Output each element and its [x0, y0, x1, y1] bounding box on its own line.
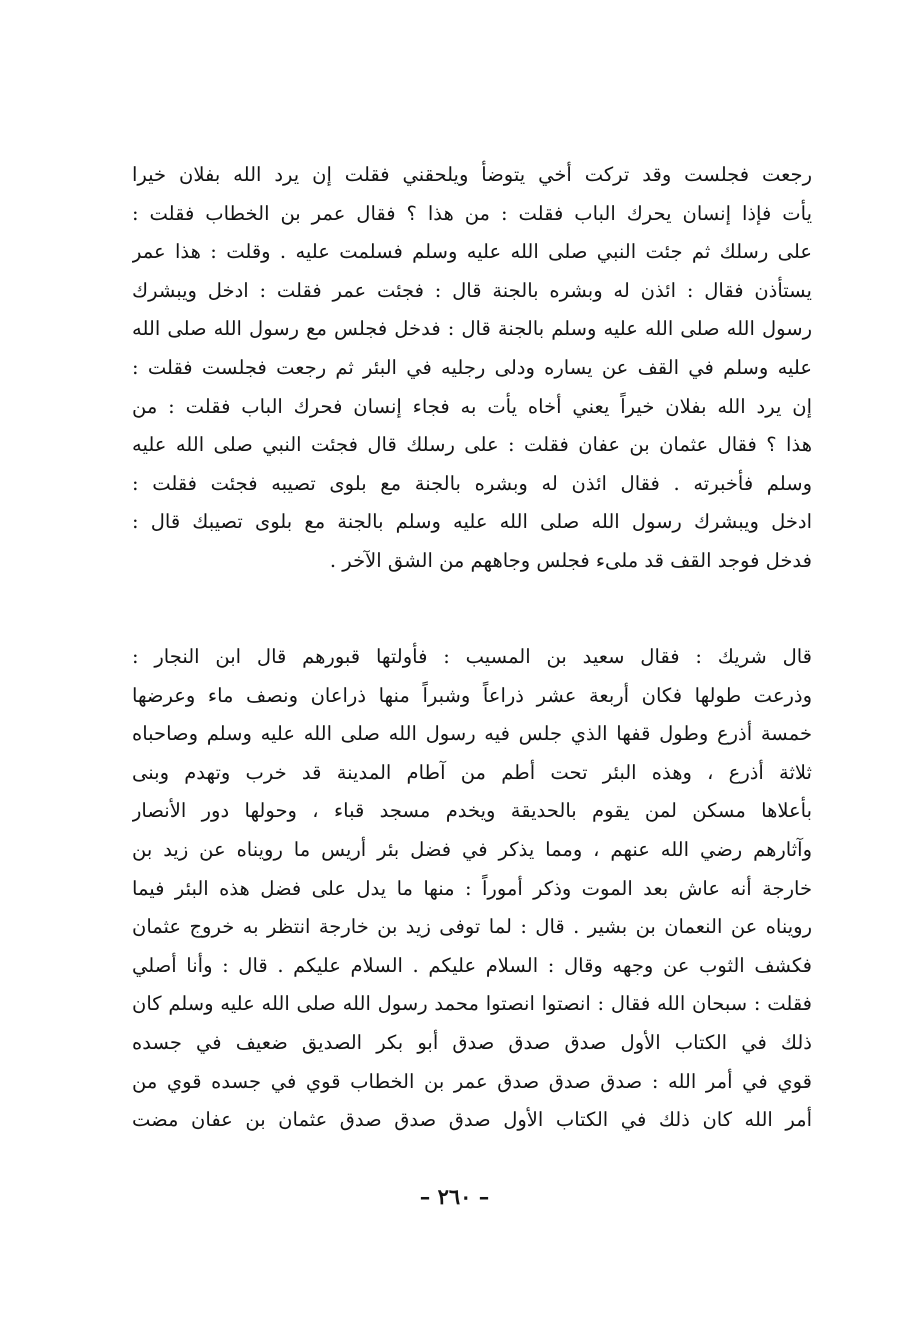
- text-line: خمسة أذرع وطول قفها الذي جلس فيه رسول الله صلى الله عليه وسلم وصاحباه: [132, 722, 812, 746]
- text-line: على رسلك ثم جئت النبي صلى الله عليه وسلم فسلمت عليه . وقلت : هذا عمر: [132, 240, 812, 264]
- text-line: وسلم فأخبرته . فقال ائذن له وبشره بالجنة مع بلوى تصيبه فجئت فقلت :: [132, 471, 812, 495]
- text-line: فدخل فوجد القف قد ملىء فجلس وجاههم من الشق الآخر .: [329, 548, 812, 572]
- paragraph-2: [132, 638, 812, 1140]
- text-line: أمر الله كان ذلك في الكتاب الأول صدق صدق صدق عثمان بن عفان مضت: [132, 1108, 812, 1132]
- text-line: خارجة أنه عاش بعد الموت وذكر أموراً : منها ما يدل على فضل هذه البئر فيما: [132, 876, 812, 900]
- text-line: يأت فإذا إنسان يحرك الباب فقلت : من هذا ؟ فقال عمر بن الخطاب فقلت :: [132, 201, 812, 225]
- page-number: – ٢٦٠ –: [419, 1184, 490, 1209]
- text-line: يستأذن فقال : ائذن له وبشره بالجنة قال : فجئت عمر فقلت : ادخل ويبشرك: [132, 278, 812, 302]
- text-line: ذلك في الكتاب الأول صدق صدق صدق أبو بكر الصديق ضعيف في جسده: [132, 1030, 812, 1054]
- text-line: قوي في أمر الله : صدق صدق صدق عمر بن الخطاب قوي في جسده قوي من: [132, 1069, 812, 1093]
- text-line: بأعلاها مسكن لمن يقوم بالحديقة ويخدم مسجد قباء ، وحولها دور الأنصار: [132, 799, 812, 823]
- text-line: وذرعت طولها فكان أربعة عشر ذراعاً وشبراً منها ذراعان ونصف ماء وعرضها: [132, 683, 812, 707]
- text-line: قال شريك : فقال سعيد بن المسيب : فأولتها قبورهم قال ابن النجار :: [132, 645, 812, 668]
- text-line: فكشف الثوب عن وجهه وقال : السلام عليكم . السلام عليكم . قال : وأنا أصلي: [132, 953, 812, 977]
- text-line: عليه وسلم في القف عن يساره ودلى رجليه في البئر ثم رجعت فجلست فقلت :: [132, 355, 812, 379]
- text-line: ثلاثة أذرع ، وهذه البئر تحت أطم من آطام المدينة قد خرب وتهدم وبنى: [132, 760, 812, 784]
- text-line: رسول الله صلى الله عليه وسلم بالجنة قال : فدخل فجلس مع رسول الله صلى الله: [132, 317, 812, 341]
- text-line: رجعت فجلست وقد تركت أخي يتوضأ ويلحقني فقلت إن يرد الله بفلان خيرا: [132, 163, 812, 186]
- text-line: إن يرد الله بفلان خيراً يعني أخاه يأت به فجاء إنسان فحرك الباب فقلت : من: [132, 394, 812, 418]
- text-line: وآثارهم رضي الله عنهم ، ومما يذكر في فضل بئر أريس ما رويناه عن زيد بن: [132, 837, 812, 861]
- text-line: رويناه عن النعمان بن بشير . قال : لما توفى زيد بن خارجة انتظر به خروج عثمان: [132, 915, 812, 939]
- text-line: فقلت : سبحان الله فقال : انصتوا انصتوا محمد رسول الله صلى الله عليه وسلم كان: [132, 992, 812, 1016]
- text-line: ادخل ويبشرك رسول الله صلى الله عليه وسلم بالجنة مع بلوى تصيبك قال :: [132, 510, 812, 534]
- text-line: هذا ؟ فقال عثمان بن عفان فقلت : على رسلك قال فجئت النبي صلى الله عليه: [132, 433, 812, 457]
- paragraph-1: [132, 156, 812, 581]
